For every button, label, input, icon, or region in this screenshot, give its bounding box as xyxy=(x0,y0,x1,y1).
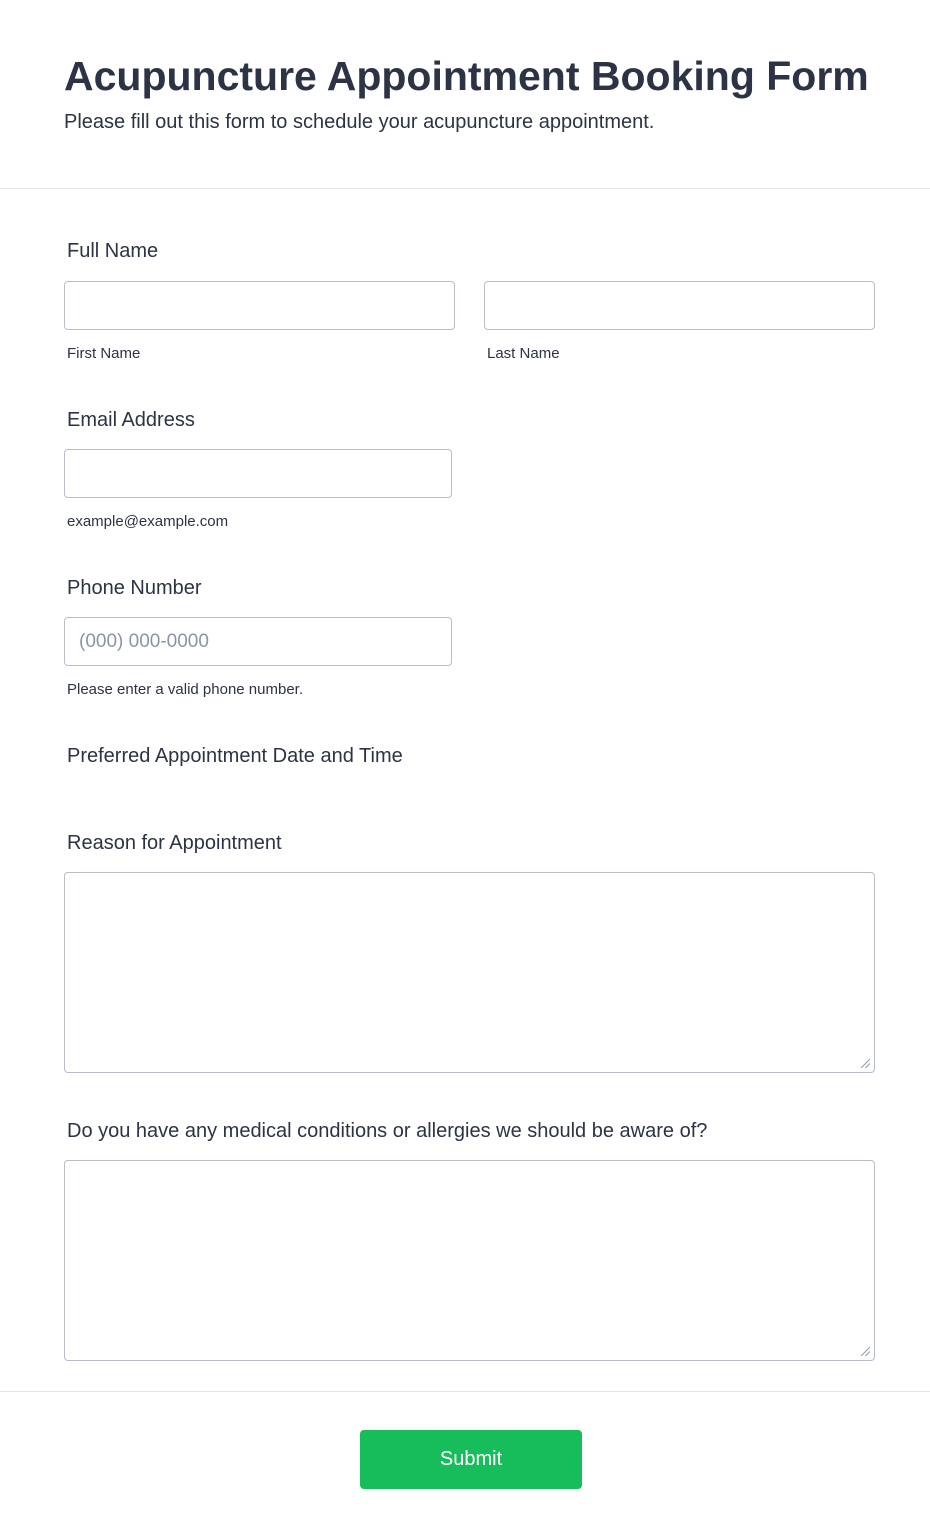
full-name-label: Full Name xyxy=(67,240,159,262)
phone-label: Phone Number xyxy=(67,577,202,599)
reason-textarea[interactable] xyxy=(64,872,875,1073)
resize-handle-icon[interactable] xyxy=(861,1347,870,1356)
footer-divider xyxy=(0,1391,930,1392)
last-name-sublabel: Last Name xyxy=(487,345,560,362)
form-subtitle: Please fill out this form to schedule your acupuncture appointment. xyxy=(64,111,655,133)
email-sublabel: example@example.com xyxy=(67,513,229,530)
phone-input[interactable] xyxy=(64,617,452,666)
phone-sublabel: Please enter a valid phone number. xyxy=(67,681,303,698)
form-title: Acupuncture Appointment Booking Form xyxy=(64,53,869,99)
first-name-sublabel: First Name xyxy=(67,345,141,362)
email-label: Email Address xyxy=(67,409,195,431)
form-header xyxy=(0,0,930,189)
medical-conditions-textarea[interactable] xyxy=(64,1160,875,1361)
submit-button[interactable]: Submit xyxy=(360,1430,582,1489)
email-input[interactable] xyxy=(64,449,452,498)
first-name-input[interactable] xyxy=(64,281,455,330)
resize-handle-icon[interactable] xyxy=(861,1059,870,1068)
reason-label: Reason for Appointment xyxy=(67,832,282,854)
medical-conditions-label: Do you have any medical conditions or allergies we should be aware of? xyxy=(67,1120,708,1142)
appointment-datetime-label: Preferred Appointment Date and Time xyxy=(67,745,403,767)
last-name-input[interactable] xyxy=(484,281,875,330)
